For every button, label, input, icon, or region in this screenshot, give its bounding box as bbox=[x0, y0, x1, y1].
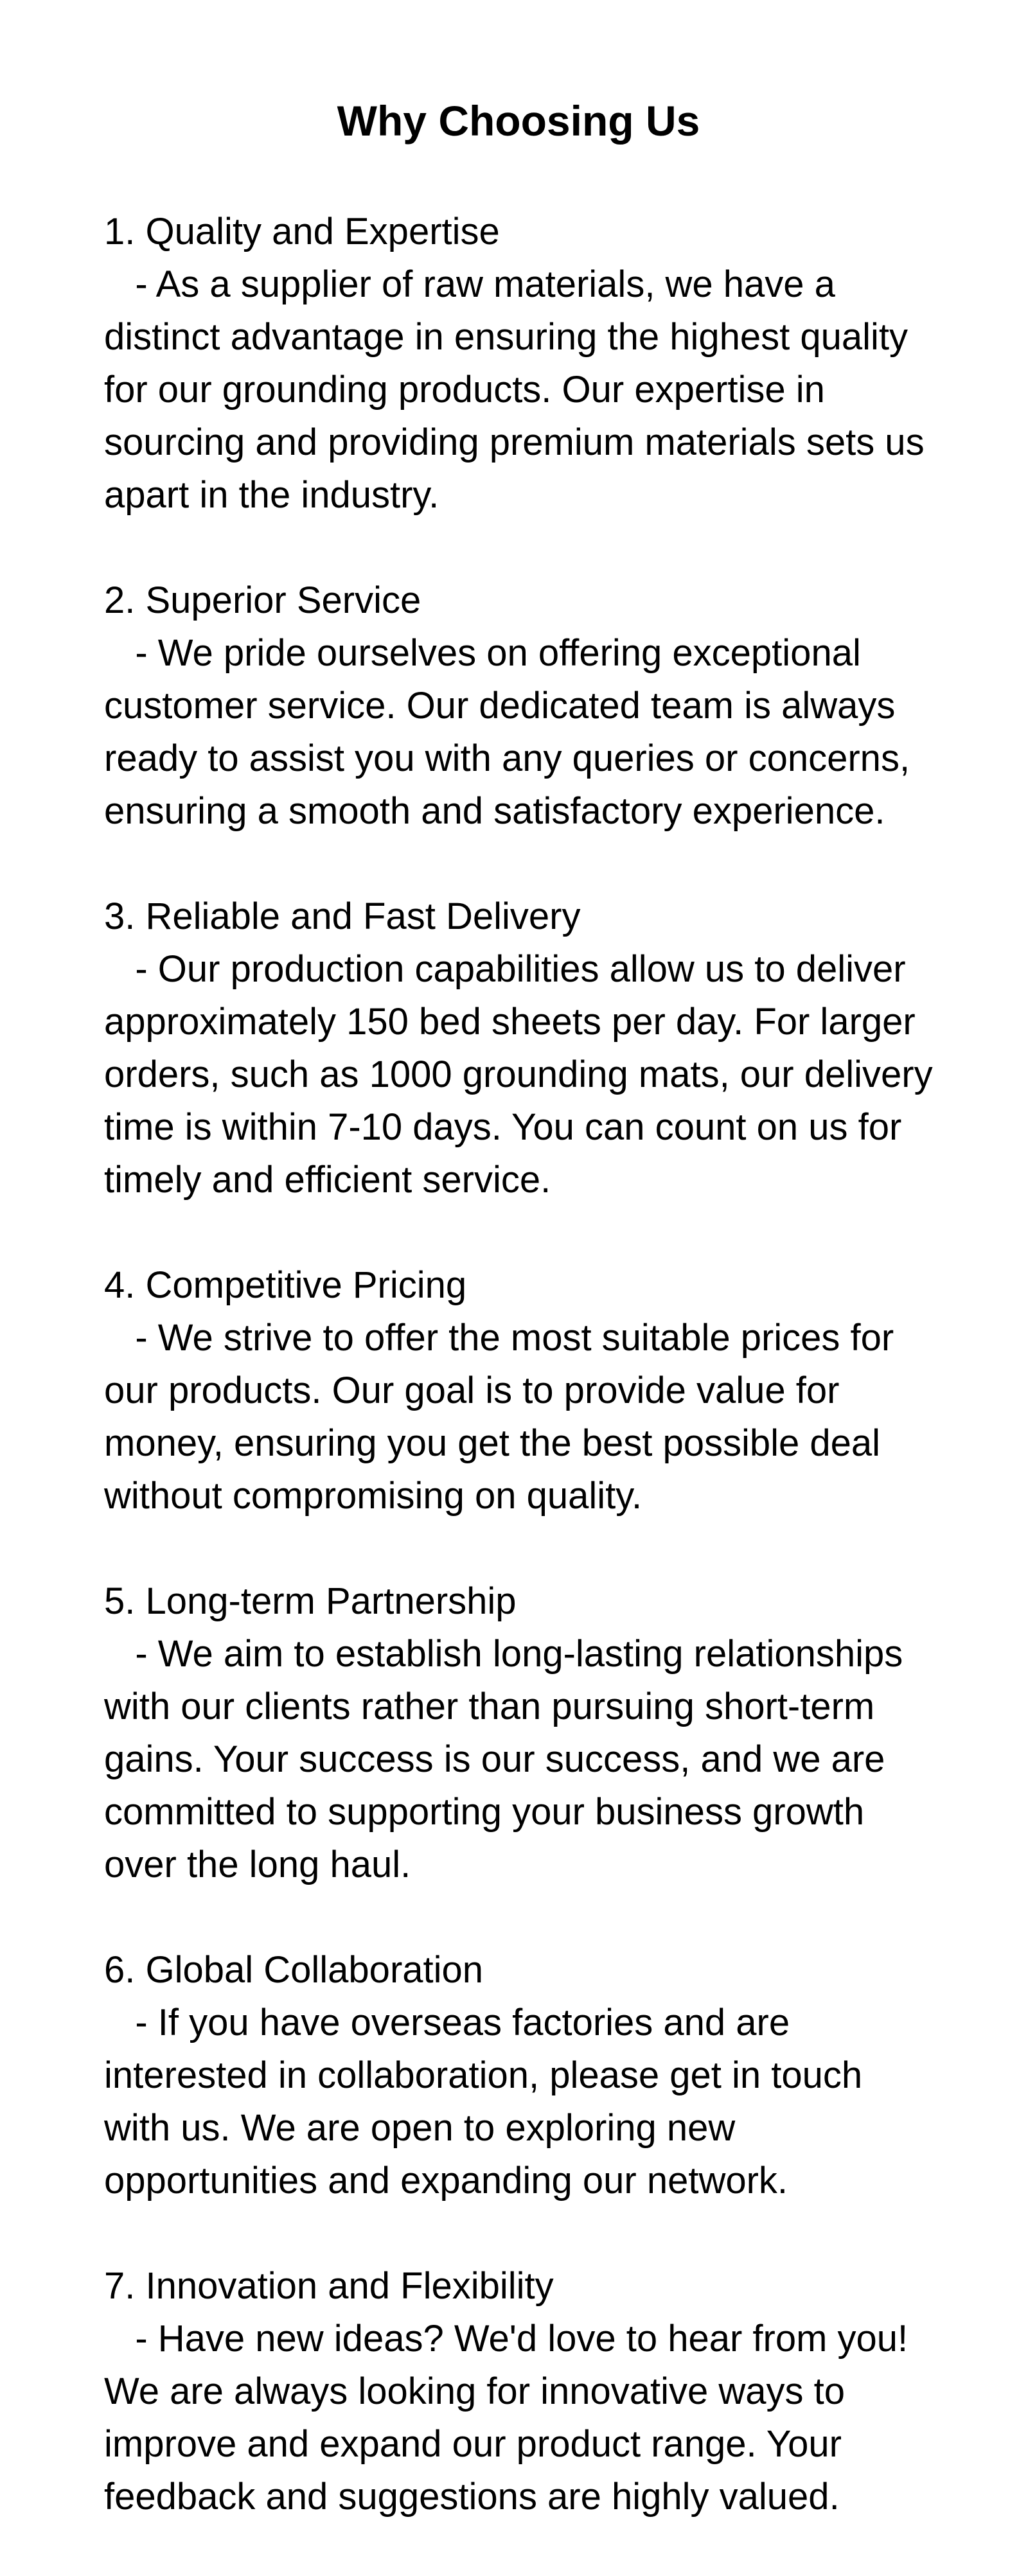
page-title: Why Choosing Us bbox=[337, 97, 700, 145]
section-heading: 5. Long-term Partnership bbox=[104, 1580, 517, 1622]
section-body: - Our production capabilities allow us to deliver approximately 150 bed sheets per day. For larger orders, such as 1000 grounding mats, our delivery time is within 7-10 days. You can count on us for timely and efficient service. bbox=[104, 948, 943, 1201]
section-body: - We pride ourselves on offering exceptional customer service. Our dedicated team is always ready to assist you with any queries or concerns, ensuring a smooth and satisfactory experience. bbox=[104, 632, 921, 832]
section-reliable-delivery bbox=[104, 890, 943, 1206]
section-heading: 3. Reliable and Fast Delivery bbox=[104, 895, 581, 937]
section-body: - As a supplier of raw materials, we have a distinct advantage in ensuring the highest quality for our grounding products. Our expertise in sourcing and providing premium materials sets us apart in the industry. bbox=[104, 263, 935, 516]
section-global-collaboration bbox=[104, 1944, 933, 2207]
section-body: - We aim to establish long-lasting relationships with our clients rather than pursuing short-term gains. Your success is our success, and we are committed to supporting your business growth over the long haul. bbox=[104, 1633, 914, 1885]
sections-list bbox=[104, 206, 943, 2576]
section-long-term-partnership bbox=[104, 1575, 933, 1891]
section-heading: 6. Global Collaboration bbox=[104, 1949, 484, 1991]
section-heading: 7. Innovation and Flexibility bbox=[104, 2265, 554, 2307]
section-heading: 1. Quality and Expertise bbox=[104, 211, 500, 252]
section-heading: 2. Superior Service bbox=[104, 579, 421, 621]
section-competitive-pricing bbox=[104, 1259, 933, 1522]
section-superior-service bbox=[104, 574, 933, 838]
section-innovation-flexibility bbox=[104, 2260, 933, 2523]
section-body: - If you have overseas factories and are interested in collaboration, please get in touch with us. We are open to exploring new opportunities and expanding our network. bbox=[104, 2002, 873, 2201]
section-heading: 4. Competitive Pricing bbox=[104, 1264, 467, 1306]
section-body: - Have new ideas? We'd love to hear from you! We are always looking for innovative ways to improve and expand our product range. Your feedback and suggestions are highly valued. bbox=[104, 2318, 919, 2518]
section-quality-expertise bbox=[104, 206, 933, 522]
section-body: - We strive to offer the most suitable prices for our products. Our goal is to provide value for money, ensuring you get the best possible deal without compromising on quality. bbox=[104, 1317, 905, 1517]
